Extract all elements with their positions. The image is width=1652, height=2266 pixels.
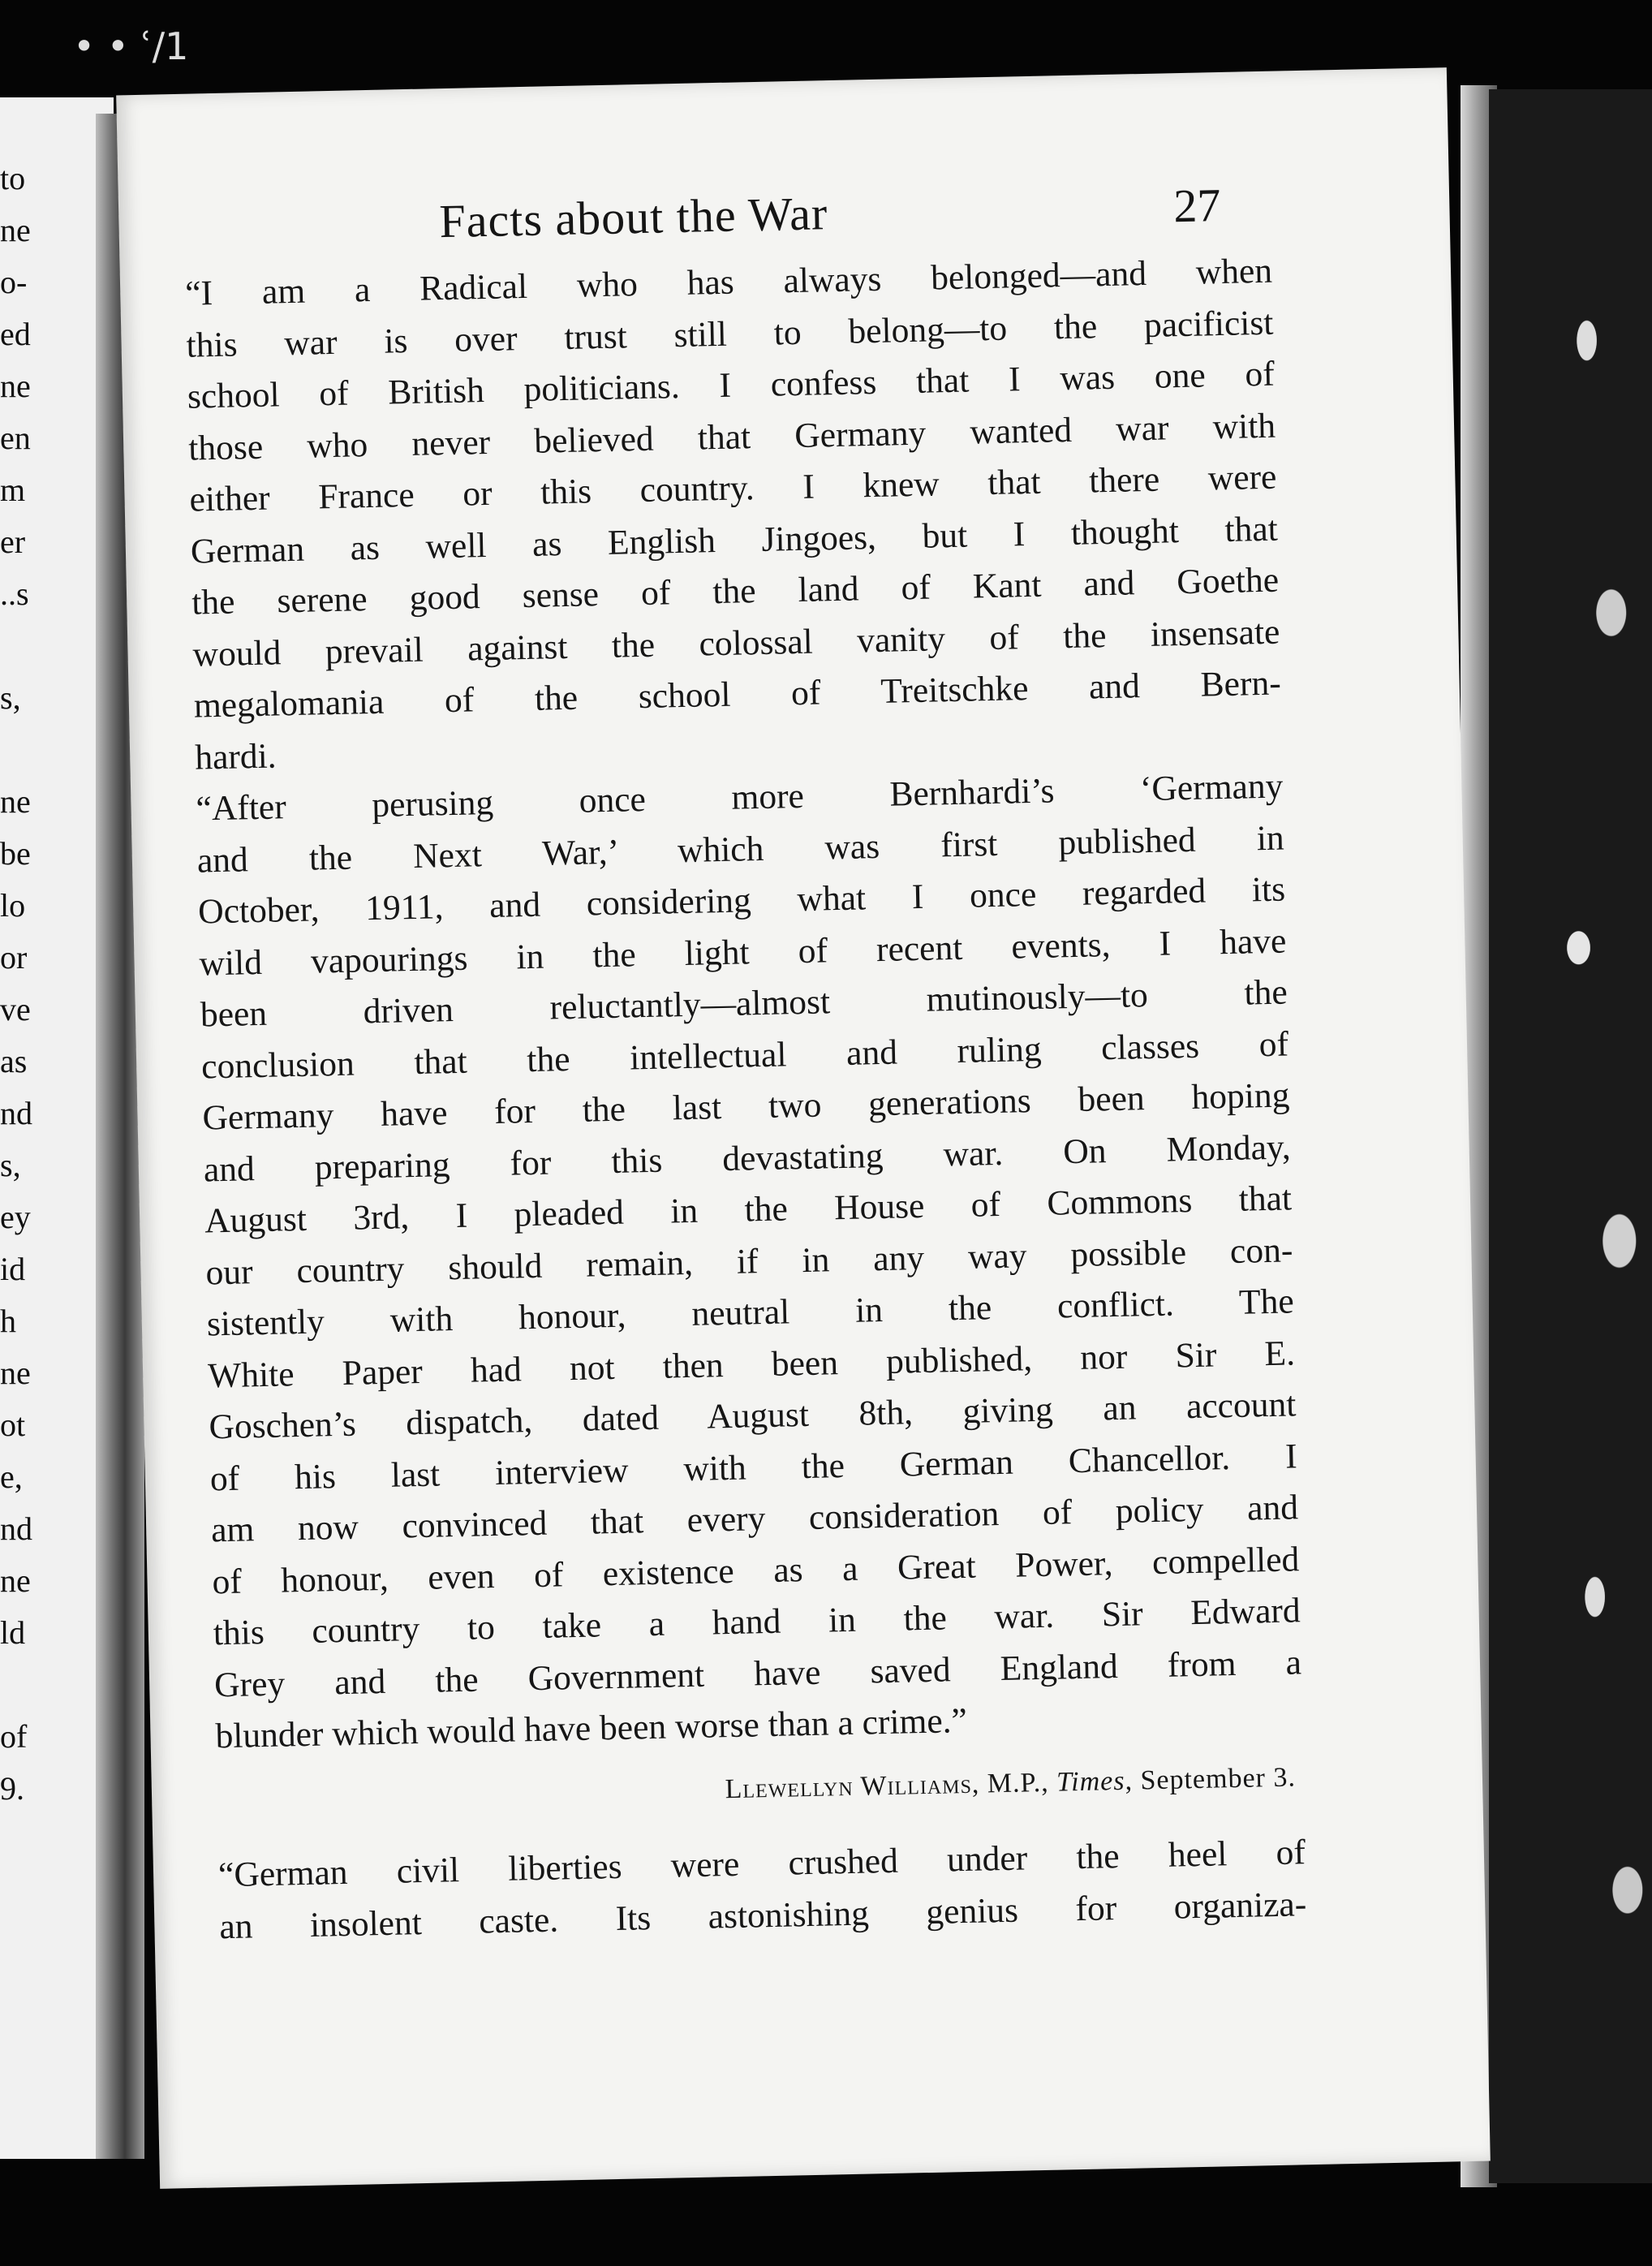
left-page-fragment: be	[0, 835, 31, 872]
left-page-fragment: 9.	[0, 1770, 24, 1807]
text-line: sistently with honour, neutral in the conflict. The	[206, 1282, 1295, 1344]
text-line: an insolent caste. Its astonishing genius for organiza-	[218, 1884, 1307, 1946]
left-page-fragment: e,	[0, 1458, 23, 1495]
quote-paragraph-2	[196, 761, 1303, 1763]
text-line: am now convinced that every consideration of policy and	[210, 1488, 1299, 1550]
text-line: “After perusing once more Bernhardi’s ‘Germany	[196, 766, 1284, 829]
quote-paragraph-3	[217, 1827, 1306, 1953]
left-page-fragment: lo	[0, 887, 26, 924]
left-page-fragment: of	[0, 1718, 28, 1755]
text-line: this war is over trust still to belong—to the pacificist	[186, 303, 1274, 365]
quote-paragraph-1	[185, 246, 1283, 784]
text-line: been driven reluctantly—almost mutinously—to the	[200, 972, 1288, 1035]
left-page-fragment: s,	[0, 679, 21, 716]
left-page-fragment: ne	[0, 783, 31, 820]
text-line: and the Next War,’ which was first published in	[196, 818, 1285, 881]
attribution-author: Llewellyn Williams	[725, 1768, 973, 1804]
left-page-fragment: er	[0, 523, 26, 560]
text-line: German as well as English Jingoes, but I thought that	[190, 509, 1279, 571]
left-page-fragment: ld	[0, 1614, 26, 1651]
left-page-fragment: ne	[0, 212, 31, 248]
text-line: the serene good sense of the land of Kant and Goethe	[191, 560, 1280, 623]
left-page-fragment: m	[0, 472, 26, 508]
text-line: conclusion that the intellectual and ruling classes of	[200, 1023, 1289, 1087]
left-page-fragment: id	[0, 1251, 26, 1287]
running-head	[118, 173, 1450, 257]
left-page-fragment: or	[0, 939, 28, 976]
running-title: Facts about the War	[438, 187, 828, 248]
left-page-fragment: ed	[0, 316, 31, 352]
left-page-fragment: en	[0, 420, 31, 456]
left-page-fragment: ey	[0, 1199, 31, 1235]
text-line: those who never believed that Germany wanted war with	[187, 406, 1276, 468]
left-page-fragment: ..s	[0, 575, 29, 612]
text-line: either France or this country. I knew that there were	[189, 457, 1277, 519]
page-number: 27	[1172, 178, 1221, 233]
text-line: wild vapourings in the light of recent events, I have	[199, 920, 1287, 984]
text-line: of honour, even of existence as a Great Power, compelled	[212, 1539, 1300, 1601]
corner-marks: • • ʿ/1	[73, 24, 189, 68]
left-page-fragment: ne	[0, 1562, 31, 1599]
attribution	[217, 1751, 1305, 1826]
left-page-fragment: ve	[0, 991, 31, 1027]
text-line: Goschen’s dispatch, dated August 8th, giving an account	[209, 1385, 1297, 1447]
marbled-book-edge	[1489, 89, 1652, 2183]
left-page-fragment: s,	[0, 1147, 21, 1183]
left-page-fragment: to	[0, 160, 26, 196]
text-line: White Paper had not then been published, nor Sir E.	[207, 1333, 1296, 1395]
left-page-fragment: o-	[0, 264, 28, 300]
text-line: megalomania of the school of Treitschke and Bern-	[193, 663, 1282, 726]
text-line: of his last interview with the German Chancellor. I	[209, 1436, 1298, 1498]
left-page-fragment: ne	[0, 368, 31, 404]
attribution-date: , September 3.	[1125, 1761, 1297, 1796]
left-page-fragment: as	[0, 1043, 28, 1079]
text-line: and preparing for this devastating war. On Monday,	[203, 1127, 1292, 1189]
text-line: Germany have for the last two generations been hoping	[202, 1075, 1290, 1138]
text-line: hardi.	[194, 736, 277, 778]
text-line: school of British politicians. I confess that I was one of	[187, 354, 1276, 416]
text-line: August 3rd, I pleaded in the House of Commons that	[204, 1178, 1293, 1241]
text-line: “German civil liberties were crushed under the heel of	[217, 1833, 1306, 1895]
left-page-fragment: ne	[0, 1355, 31, 1391]
left-page-fragment: nd	[0, 1510, 32, 1547]
book-page	[116, 67, 1491, 2189]
text-line: “I am a Radical who has always belonged—and when	[184, 251, 1273, 313]
text-line: would prevail against the colossal vanity of the insensate	[192, 612, 1280, 674]
text-line: Grey and the Government have saved England from a	[213, 1642, 1302, 1704]
left-page-fragment: ot	[0, 1407, 26, 1443]
attribution-suffix: , M.P.,	[971, 1767, 1057, 1799]
left-page-fragment: nd	[0, 1095, 32, 1131]
text-line: October, 1911, and considering what I once regarded its	[197, 869, 1286, 932]
left-page-fragment: h	[0, 1303, 16, 1339]
text-line: our country should remain, if in any way possible con-	[205, 1230, 1293, 1292]
attribution-paper: Times	[1056, 1765, 1125, 1798]
text-line: this country to take a hand in the war. Sir Edward	[213, 1591, 1301, 1653]
text-line: blunder which would have been worse than a crime.”	[215, 1700, 968, 1756]
body-text	[185, 246, 1307, 1954]
